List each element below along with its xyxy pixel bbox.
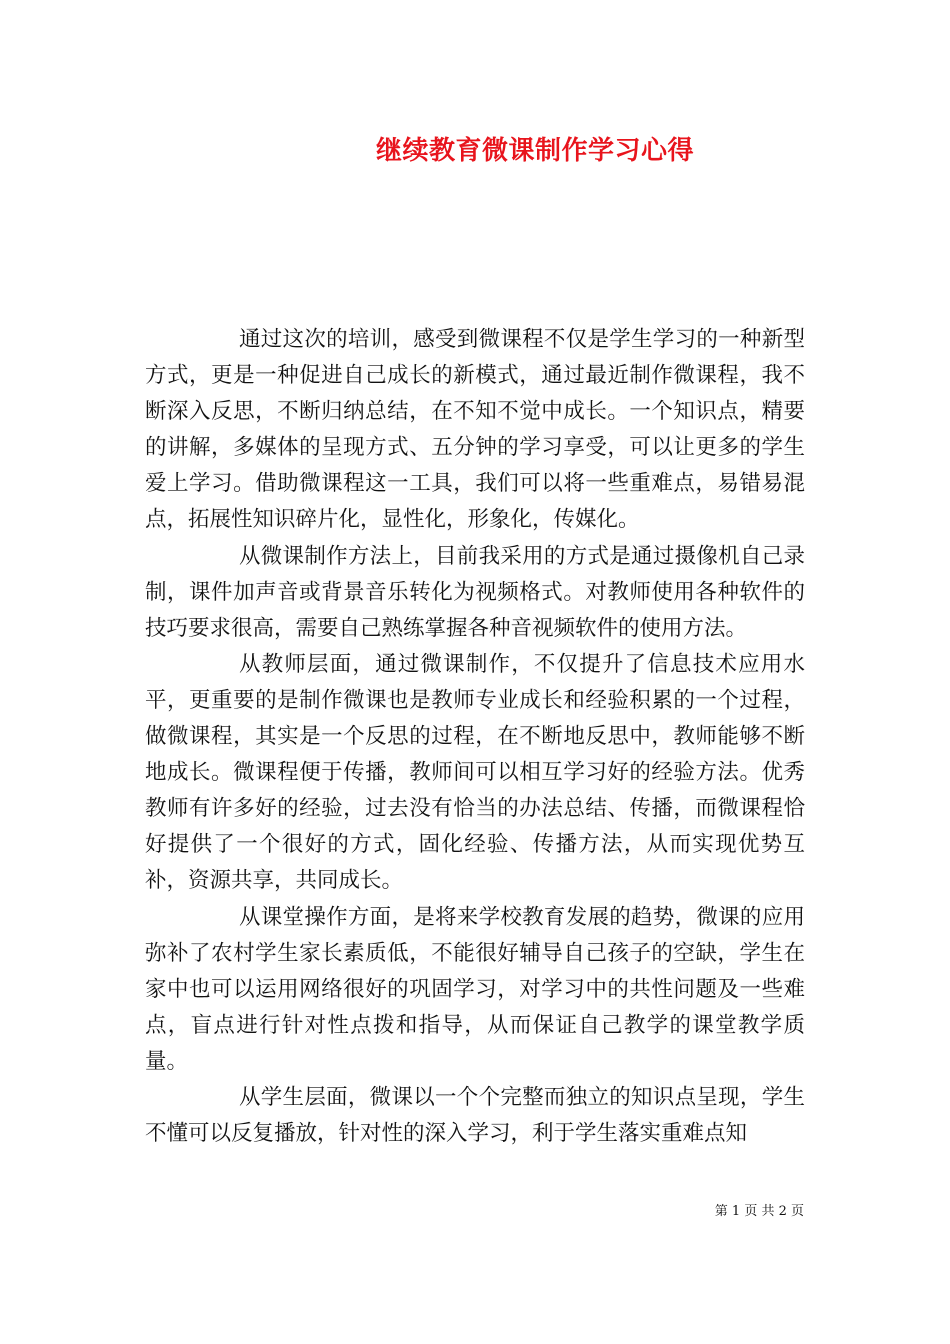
paragraph-4: 从课堂操作方面，是将来学校教育发展的趋势，微课的应用弥补了农村学生家长素质低，不能很好辅导自己孩子的空缺，学生在家中也可以运用网络很好的巩固学习，对学习中的共性问题及一些难点，盲点进行针对性点拨和指导，从而保证自己教学的课堂教学质量。 — [145, 904, 805, 1074]
document-title: 继续教育微课制作学习心得 — [375, 136, 694, 166]
document-body — [145, 322, 805, 1152]
paragraph-5: 从学生层面，微课以一个个完整而独立的知识点呈现，学生不懂可以反复播放，针对性的深入学习，利于学生落实重难点知 — [145, 1084, 805, 1147]
page-number-footer: 第 1 页 共 2 页 — [714, 1204, 804, 1219]
paragraph-3: 从教师层面，通过微课制作，不仅提升了信息技术应用水平，更重要的是制作微课也是教师专业成长和经验积累的一个过程，做微课程，其实是一个反思的过程，在不断地反思中，教师能够不断地成长。微课程便于传播，教师间可以相互学习好的经验方法。优秀教师有许多好的经验，过去没有恰当的办法总结、传播，而微课程恰好提供了一个很好的方式，固化经验、传播方法，从而实现优势互补，资源共享，共同成长。 — [145, 651, 805, 894]
paragraph-2: 从微课制作方法上，目前我采用的方式是通过摄像机自己录制，课件加声音或背景音乐转化为视频格式。对教师使用各种软件的技巧要求很高，需要自己熟练掌握各种音视频软件的使用方法。 — [145, 543, 805, 641]
paragraph-1: 通过这次的培训，感受到微课程不仅是学生学习的一种新型方式，更是一种促进自己成长的新模式，通过最近制作微课程，我不断深入反思，不断归纳总结，在不知不觉中成长。一个知识点，精要的讲解，多媒体的呈现方式、五分钟的学习享受，可以让更多的学生爱上学习。借助微课程这一工具，我们可以将一些重难点，易错易混点，拓展性知识碎片化，显性化，形象化，传媒化。 — [145, 327, 805, 533]
